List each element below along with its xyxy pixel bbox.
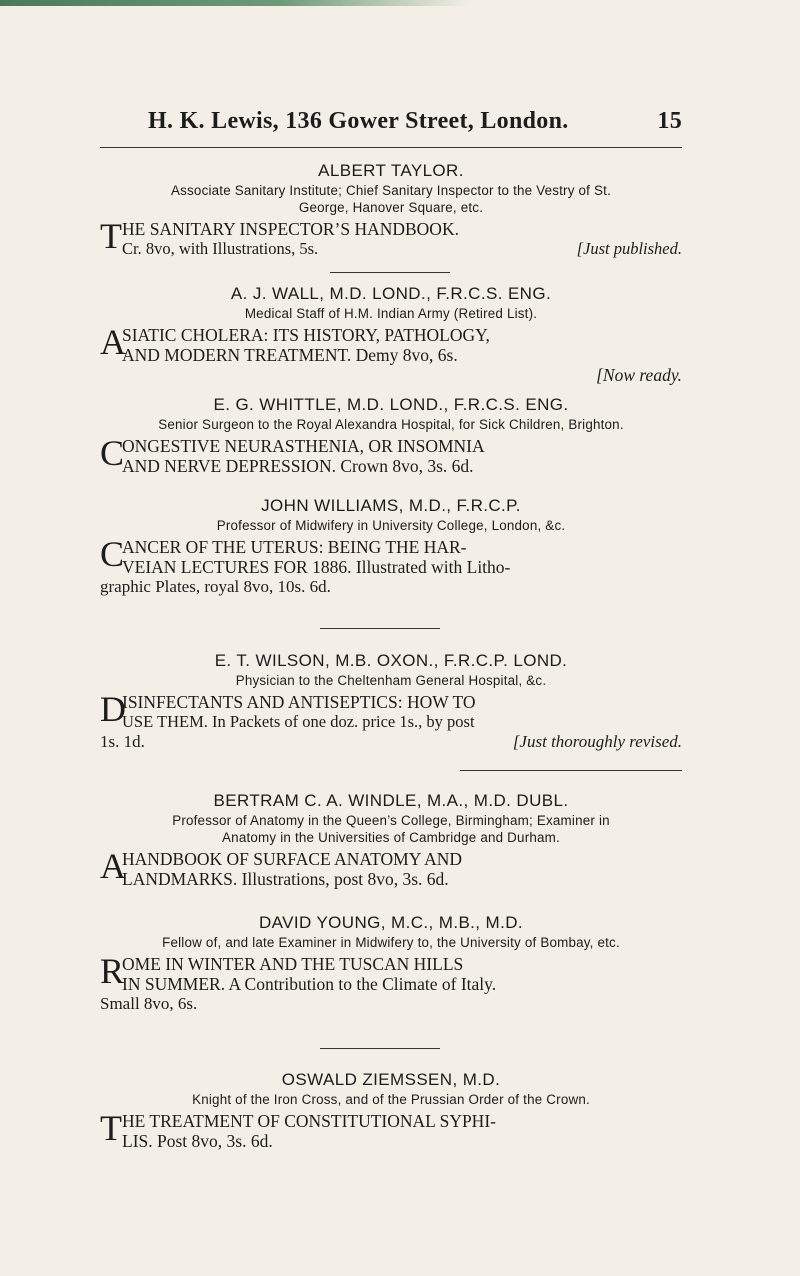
book-title: A SIATIC CHOLERA: ITS HISTORY, PATHOLOGY, AND MODERN TREATMENT. Demy 8vo, 6s. [Now ready.: [100, 322, 682, 385]
book-title: T HE TREATMENT OF CONSTITUTIONAL SYPHI- LIS. Post 8vo, 3s. 6d.: [100, 1111, 682, 1151]
drop-cap: R: [100, 951, 125, 991]
author-name: OSWALD ZIEMSSEN, M.D.: [281, 1070, 501, 1089]
author-affiliation: Fellow of, and late Examiner in Midwifery to, the University of Bombay, etc.: [162, 935, 620, 950]
entry-wilson: [100, 650, 682, 752]
drop-cap: T: [100, 216, 122, 256]
status-note: [Just thoroughly revised.: [512, 732, 682, 751]
separator: [320, 1048, 440, 1049]
book-details: Cr. 8vo, with Illustrations, 5s. [Just published.: [122, 239, 682, 258]
entry-young: [100, 912, 682, 1014]
author-name: E. T. WILSON, M.B. OXON., F.R.C.P. LOND.: [214, 651, 568, 670]
author-name: DAVID YOUNG, M.C., M.B., M.D.: [258, 913, 524, 932]
entry-whittle: [100, 394, 682, 476]
author-name: A. J. WALL, M.D. LOND., F.R.C.S. ENG.: [230, 284, 552, 303]
book-details: IN SUMMER. A Contribution to the Climate of Italy.: [122, 974, 497, 994]
book-details: USE THEM. In Packets of one doz. price 1s., by post: [122, 712, 475, 731]
book-details: LIS. Post 8vo, 3s. 6d.: [122, 1131, 273, 1151]
book-title: D ISINFECTANTS AND ANTISEPTICS: HOW TO USE THEM. In Packets of one doz. price 1s., by post: [100, 692, 682, 732]
book-details-cont: graphic Plates, royal 8vo, 10s. 6d.: [100, 577, 331, 596]
author-name: BERTRAM C. A. WINDLE, M.A., M.D. DUBL.: [213, 791, 569, 810]
author-affiliation: Professor of Anatomy in the Queen’s College, Birmingham; Examiner in Anatomy in the Universities of Cambridge and Durham.: [172, 813, 610, 845]
header-rule: [100, 147, 682, 148]
author-affiliation: Knight of the Iron Cross, and of the Prussian Order of the Crown.: [192, 1092, 590, 1107]
book-title: A HANDBOOK OF SURFACE ANATOMY AND LANDMARKS. Illustrations, post 8vo, 3s. 6d.: [100, 849, 682, 889]
book-details: VEIAN LECTURES FOR 1886. Illustrated with Litho-: [122, 557, 511, 577]
author-name: JOHN WILLIAMS, M.D., F.R.C.P.: [261, 496, 521, 515]
drop-cap: T: [100, 1108, 122, 1148]
book-details: AND MODERN TREATMENT. Demy 8vo, 6s.: [122, 345, 458, 365]
status-note: [Just published.: [576, 239, 682, 258]
publisher-line: H. K. Lewis, 136 Gower Street, London.: [148, 108, 569, 134]
author-affiliation: Senior Surgeon to the Royal Alexandra Hospital, for Sick Children, Brighton.: [158, 417, 624, 432]
entry-ziemssen: [100, 1069, 682, 1151]
running-header: [148, 108, 682, 140]
author-affiliation: Medical Staff of H.M. Indian Army (Retired List).: [244, 306, 538, 321]
author-name: E. G. WHITTLE, M.D. LOND., F.R.C.S. ENG.: [213, 395, 569, 414]
status-note: [Now ready.: [596, 365, 682, 385]
page-number: 15: [657, 108, 682, 134]
book-title: C ONGESTIVE NEURASTHENIA, OR INSOMNIA AND NERVE DEPRESSION. Crown 8vo, 3s. 6d.: [100, 436, 682, 476]
book-details: LANDMARKS. Illustrations, post 8vo, 3s. 6d.: [122, 869, 449, 889]
entry-taylor: [100, 160, 682, 259]
book-title: T HE SANITARY INSPECTOR’S HANDBOOK. Cr. 8vo, with Illustrations, 5s. [Just published.: [100, 216, 682, 258]
separator: [330, 272, 450, 273]
author-affiliation: Associate Sanitary Institute; Chief Sanitary Inspector to the Vestry of St. George, Hanover Square, etc.: [171, 183, 611, 215]
entry-williams: [100, 495, 682, 597]
separator: [320, 628, 440, 629]
entry-windle: [100, 790, 682, 889]
book-title: R OME IN WINTER AND THE TUSCAN HILLS IN SUMMER. A Contribution to the Climate of Italy.: [100, 954, 682, 994]
author-affiliation: Physician to the Cheltenham General Hospital, &c.: [235, 673, 547, 688]
author-affiliation: Professor of Midwifery in University College, London, &c.: [216, 518, 566, 533]
drop-cap: C: [100, 433, 125, 473]
book-title: C ANCER OF THE UTERUS: BEING THE HAR- VEIAN LECTURES FOR 1886. Illustrated with Litho-: [100, 537, 682, 577]
author-name: ALBERT TAYLOR.: [318, 161, 464, 180]
drop-cap: D: [100, 689, 126, 729]
drop-cap: A: [100, 846, 126, 886]
separator: [460, 770, 682, 771]
book-details: AND NERVE DEPRESSION. Crown 8vo, 3s. 6d.: [122, 456, 474, 476]
drop-cap: A: [100, 322, 126, 362]
top-edge-mark: [0, 0, 470, 6]
entry-wall: [100, 283, 682, 385]
drop-cap: C: [100, 534, 125, 574]
book-details-cont: Small 8vo, 6s.: [100, 994, 198, 1013]
book-details-cont: 1s. 1d. [Just thoroughly revised.: [100, 732, 682, 751]
